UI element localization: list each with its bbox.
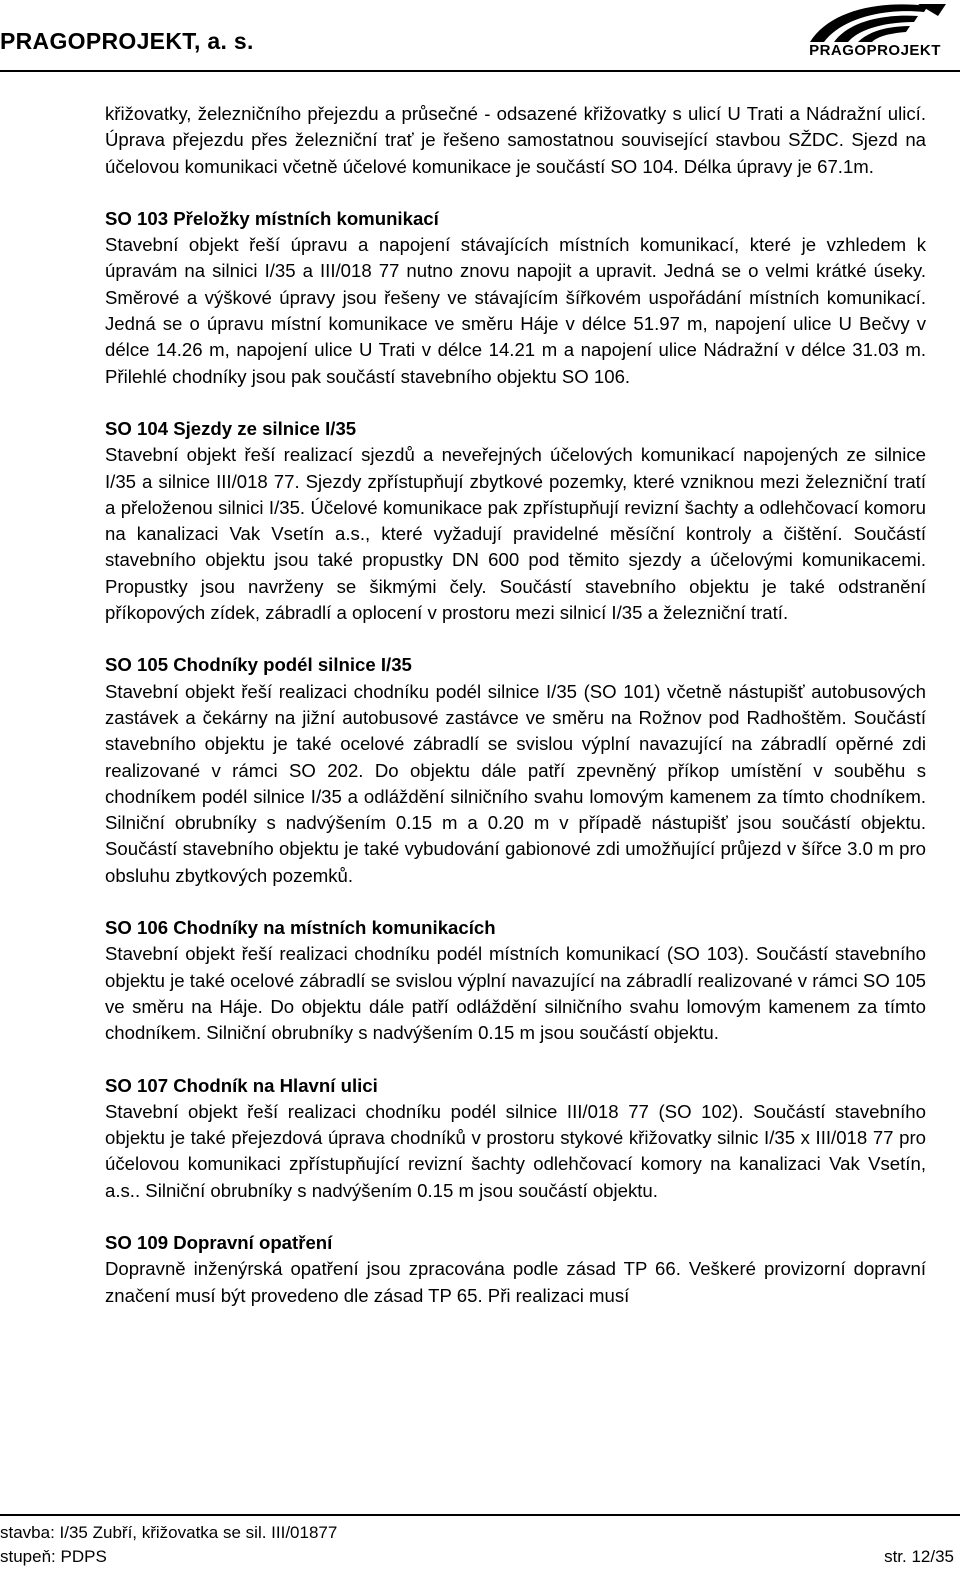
company-name: PRAGOPROJEKT, a. s. — [0, 28, 254, 54]
section-so-109 — [105, 1230, 926, 1309]
section-so-105 — [105, 652, 926, 889]
section-so-103 — [105, 206, 926, 390]
section-heading: SO 109 Dopravní opatření — [105, 1231, 333, 1253]
header-divider — [0, 70, 960, 72]
section-body: Stavební objekt řeší úpravu a napojení stávajících místních komunikací, které je vzhledem k úpravám na silnici I/35 a III/018 77 nutno znovu napojit a upravit. Jedná se o velmi krátké úseky. Směrové a výškové úpravy jsou řešeny ve stávajícím šířkovém uspořádání místních komunikací. Jedná se o úpravu místní komunikace ve směru Háje v délce 51.97 m, napojení ulice U Bečvy v délce 14.26 m, napojení ulice U Trati v délce 14.21 m a napojení ulice Nádražní v délce 31.03 m. Přilehlé chodníky jsou pak součástí stavebního objektu SO 106. — [105, 234, 926, 387]
logo-mark-icon — [800, 2, 950, 42]
footer-stage: stupeň: PDPS — [0, 1547, 107, 1566]
section-heading: SO 105 Chodníky podél silnice I/35 — [105, 654, 412, 676]
section-body: Stavební objekt řeší realizaci chodníku podél silnice I/35 (SO 101) včetně nástupišť autobusových zastávek a čekárny na jižní autobusové zastávce ve směru na Rožnov pod Radhoštěm. Součástí stavebního objektu je také ocelové zábradlí se svislou výplní navazující na zábradlí opěrné zdi realizované v rámci SO 202. Do objektu dále patří zpevněný příkop umístění v souběhu s chodníkem podél silnice I/35 a odláždění silničního svahu lomovým kamenem za tímto chodníkem. Silniční obrubníky s nadvýšením 0.15 m a 0.20 m v případě nástupišť jsou součástí objektu. Součástí stavebního objektu je také vybudování gabionové zdi umožňující průjezd v šířce 3.0 m pro obsluhu zbytkových pozemků. — [105, 680, 926, 886]
footer-project-line — [0, 1522, 960, 1544]
footer-divider — [0, 1514, 960, 1516]
company-logo — [800, 2, 950, 64]
document-body — [105, 101, 926, 1309]
section-so-106 — [105, 915, 926, 1046]
intro-paragraph: křižovatky, železničního přejezdu a průsečné - odsazené křižovatky s ulicí U Trati a Nádražní ulicí. Úprava přejezdu přes železniční trať je řešeno samostatnou související stavbou SŽDC. Sjezd na účelovou komunikaci včetně účelové komunikace je součástí SO 104. Délka úpravy je 67.1m. — [105, 103, 926, 177]
footer-stage-line — [0, 1546, 960, 1568]
section-heading: SO 106 Chodníky na místních komunikacích — [105, 917, 496, 939]
section-so-104 — [105, 416, 926, 626]
section-body: Dopravně inženýrská opatření jsou zpracována podle zásad TP 66. Veškeré provizorní dopravní značení musí být provedeno dle zásad TP 65. Při realizaci musí — [105, 1258, 926, 1306]
section-heading: SO 103 Přeložky místních komunikací — [105, 207, 439, 229]
section-body: Stavební objekt řeší realizací sjezdů a neveřejných účelových komunikací napojených ze silnice I/35 a silnice III/018 77. Sjezdy zpřístupňují zbytkové pozemky, které vzniknou mezi železniční tratí a přeloženou silnici I/35. Účelové komunikace pak zpřístupňují revizní šachty a odlehčovací komoru na kanalizaci Vak Vsetín a.s., které vyžadují pravidelné měsíční kontroly a čištění. Součástí stavebního objektu jsou také propustky DN 600 pod těmito sjezdy a účelovými komunikacemi. Propustky jsou navrženy se šikmými čely. Součástí stavebního objektu je také odstranění příkopových zídek, zábradlí a oplocení v prostoru mezi silnicí I/35 a železniční tratí. — [105, 444, 926, 624]
page-number: str. 12/35 — [884, 1547, 954, 1566]
section-heading: SO 104 Sjezdy ze silnice I/35 — [105, 417, 357, 439]
section-body: Stavební objekt řeší realizaci chodníku podél silnice III/018 77 (SO 102). Součástí stavebního objektu je také přejezdová úprava chodníků v prostoru stykové křižovatky silnic I/35 x III/018 77 pro účelovou komunikaci zpřístupňující revizní šachty odlehčovací komory na kanalizaci Vak Vsetín, a.s.. Silniční obrubníky s nadvýšením 0.15 m jsou součástí objektu. — [105, 1100, 926, 1201]
section-body: Stavební objekt řeší realizaci chodníku podél místních komunikací (SO 103). Součástí stavebního objektu je také ocelové zábradlí se svislou výplní navazující na zábradlí realizované v rámci SO 105 ve směru na Háje. Do objektu dále patří odláždění silničního svahu lomovým kamenem za tímto chodníkem. Silniční obrubníky s nadvýšením 0.15 m jsou součástí objektu. — [105, 943, 926, 1044]
logo-wordmark: PRAGOPROJEKT — [809, 42, 941, 59]
section-so-107 — [105, 1073, 926, 1204]
section-heading: SO 107 Chodník na Hlavní ulici — [105, 1074, 378, 1096]
footer-project: stavba: I/35 Zubří, křižovatka se sil. III/01877 — [0, 1523, 338, 1542]
